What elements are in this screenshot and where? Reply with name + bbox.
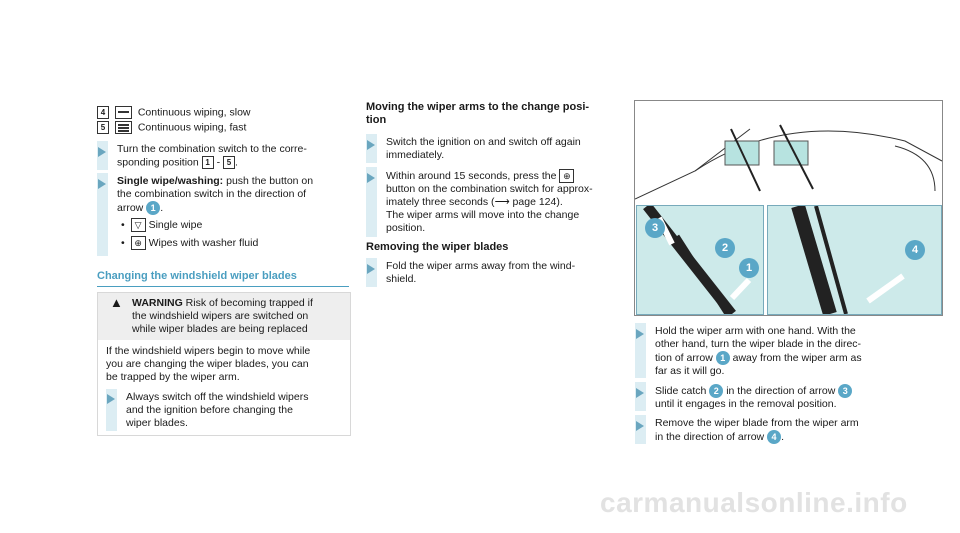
- key-1: 1: [202, 156, 214, 169]
- key-4: 4: [97, 106, 109, 119]
- page-ref-arrow-icon: ⟶: [494, 196, 510, 208]
- key-5: 5: [97, 121, 109, 134]
- step-arrow-icon: [636, 388, 644, 398]
- section-heading: Changing the windshield wiper blades: [97, 270, 297, 282]
- step-single-wipe: Single wipe/washing: push the button on the combination switch in the direction of arrow 1 . • ▽ Single wipe • ⊕ Wipes with washer fluid: [117, 175, 314, 249]
- step-arrow-icon: [98, 147, 106, 157]
- item-fast: 5 Continuous wiping, fast: [97, 121, 246, 134]
- callout-3: 3: [838, 384, 852, 398]
- key-5: 5: [223, 156, 235, 169]
- callout-1: 1: [739, 258, 759, 278]
- step-fold-arms: Fold the wiper arms away from the wind- shield.: [386, 260, 576, 285]
- step-slide-catch: Slide catch 2 in the direction of arrow 3 until it engages in the removal position.: [655, 384, 945, 411]
- step-turn-switch: Turn the combination switch to the corre- sponding position 1 - 5 .: [117, 143, 307, 169]
- warning-body: If the windshield wipers begin to move while you are changing the wiper blades, you can be trapped by the wiper arm.: [106, 345, 311, 383]
- detail-panel-right: [767, 205, 942, 315]
- subheading-removing: Removing the wiper blades: [366, 241, 509, 253]
- wiper-illustration: [634, 100, 943, 316]
- wiper-blade-right-drawing: [768, 206, 941, 314]
- step-arrow-icon: [367, 173, 375, 183]
- page-reference-link[interactable]: page 124).: [512, 196, 563, 208]
- step-press-button: Within around 15 seconds, press the ⊕ button on the combination switch for approx- imately three seconds (⟶ page 124). The wiper arms will move into the change position.: [386, 169, 593, 234]
- warning-triangle-icon: ▲: [110, 295, 123, 310]
- subheading-change-position: Moving the wiper arms to the change posi- tion: [366, 101, 590, 126]
- callout-2: 2: [709, 384, 723, 398]
- detail-panel-left: [636, 205, 764, 315]
- callout-2: 2: [715, 238, 735, 258]
- callout-4: 4: [767, 430, 781, 444]
- continuous-fast-icon: [115, 121, 132, 134]
- wiper-washer-icon: ⊕: [559, 169, 574, 183]
- callout-3: 3: [645, 218, 665, 238]
- continuous-slow-icon: [115, 106, 132, 119]
- step-arrow-icon: [98, 179, 106, 189]
- step-ignition: Switch the ignition on and switch off again immediately.: [386, 136, 581, 161]
- callout-1: 1: [146, 201, 160, 215]
- single-wipe-icon: ▽: [131, 218, 146, 232]
- watermark: carmanualsonline.info: [600, 487, 908, 518]
- step-arrow-icon: [636, 421, 644, 431]
- item-slow: 4 Continuous wiping, slow: [97, 106, 251, 119]
- callout-1: 1: [716, 351, 730, 365]
- step-hold-arm: Hold the wiper arm with one hand. With the other hand, turn the wiper blade in the direc- tion of arrow 1 away from the wiper arm as far as it will go.: [655, 325, 862, 377]
- step-arrow-icon: [107, 394, 115, 404]
- heading-rule: [97, 286, 349, 287]
- callout-4: 4: [905, 240, 925, 260]
- warning-box: [97, 292, 351, 436]
- step-remove-blade: Remove the wiper blade from the wiper arm in the direction of arrow 4 .: [655, 417, 859, 443]
- step-arrow-icon: [636, 329, 644, 339]
- step-arrow-icon: [367, 264, 375, 274]
- warning-header: ▲ WARNING Risk of becoming trapped if the windshield wipers are switched on while wiper blades are being replaced: [98, 293, 350, 340]
- windshield-drawing: [635, 101, 942, 201]
- wiper-washer-icon: ⊕: [131, 236, 146, 250]
- warning-step: Always switch off the windshield wipers and the ignition before changing the wiper blades.: [126, 391, 309, 429]
- step-arrow-icon: [367, 140, 375, 150]
